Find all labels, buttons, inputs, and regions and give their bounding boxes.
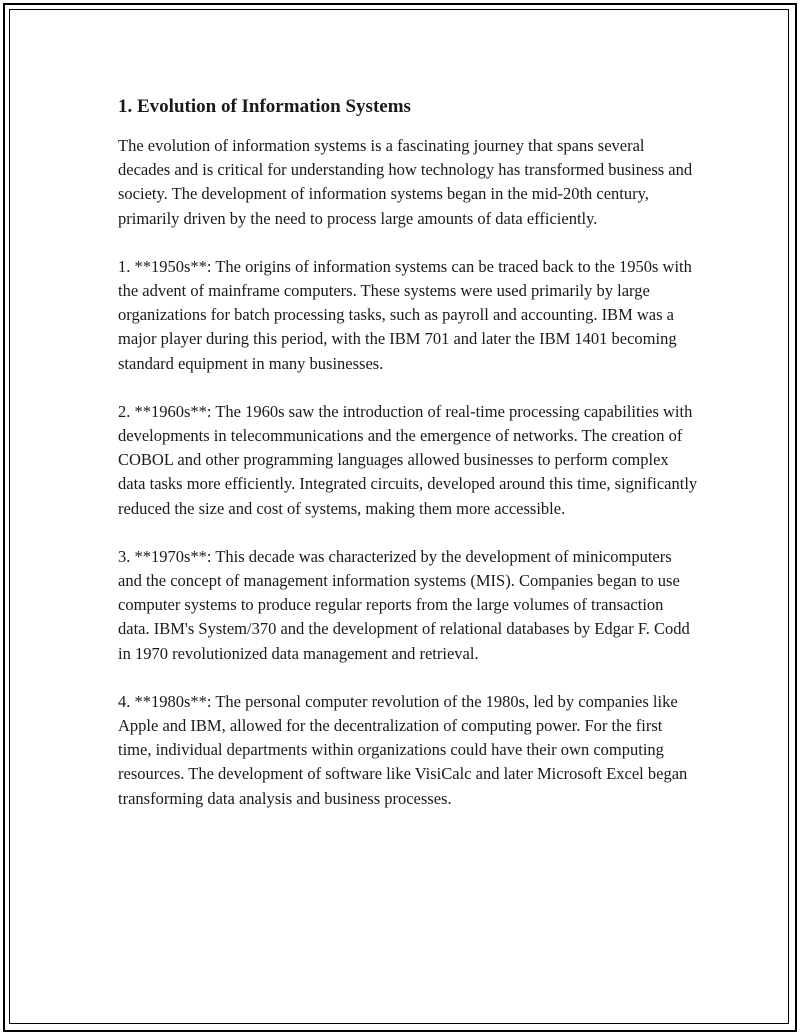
paragraph-1950s: 1. **1950s**: The origins of information systems can be traced back to the 1950s with the advent of mainframe computers. These systems were used primarily by large organizations for batch processing tasks, such as payroll and accounting. IBM was a major player during this period, with the IBM 701 and later the IBM 1401 becoming standard equipment in many businesses. <box>118 256 692 373</box>
paragraph-1960s: 2. **1960s**: The 1960s saw the introduction of real-time processing capabilities with developments in telecommunications and the emergence of networks. The creation of COBOL and other programming languages allowed businesses to perform complex data tasks more efficiently. Integrated circuits, developed around this time, significantly reduced the size and cost of systems, making them more accessible. <box>118 401 698 518</box>
document-page <box>118 94 698 835</box>
intro-paragraph: The evolution of information systems is a fascinating journey that spans several decades and is critical for understanding how technology has transformed business and society. The development of information systems began in the mid-20th century, primarily driven by the need to process large amounts of data efficiently. <box>118 136 693 228</box>
paragraph-1980s: 4. **1980s**: The personal computer revolution of the 1980s, led by companies like Apple and IBM, allowed for the decentralization of computing power. For the first time, individual departments within organizations could have their own computing resources. The development of software like VisiCalc and later Microsoft Excel began transforming data analysis and business processes. <box>118 691 688 808</box>
section-heading: 1. Evolution of Information Systems <box>118 96 411 117</box>
paragraph-1970s: 3. **1970s**: This decade was characterized by the development of minicomputers and the concept of management information systems (MIS). Companies began to use computer systems to produce regular reports from the large volumes of transaction data. IBM's System/370 and the development of relational databases by Edgar F. Codd in 1970 revolutionized data management and retrieval. <box>118 546 690 663</box>
